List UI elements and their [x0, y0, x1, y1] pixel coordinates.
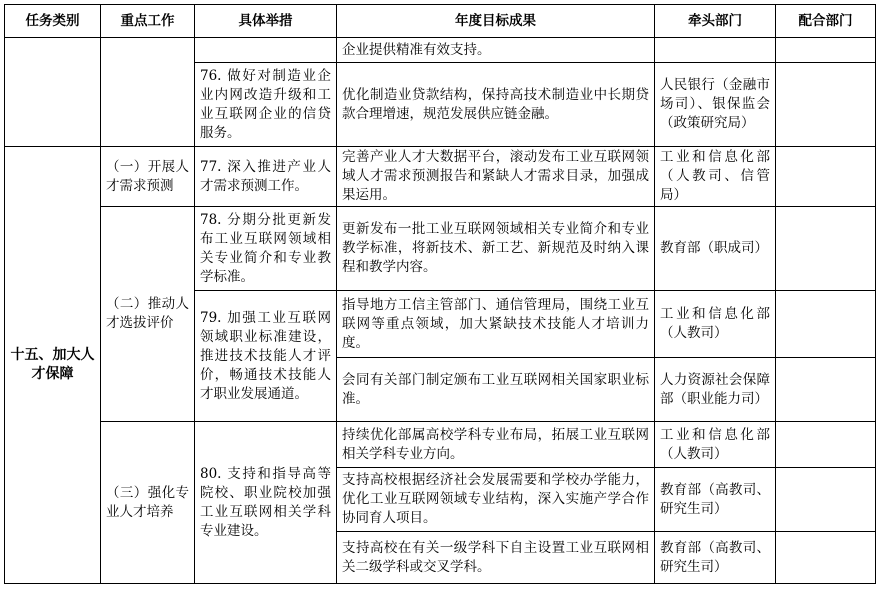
- header-row: [5, 5, 876, 38]
- goal-cell: 持续优化部属高校学科专业布局，拓展工业互联网相关学科专业方向。: [337, 422, 655, 468]
- work-cell: （二）推动人才选拔评价: [101, 207, 195, 422]
- support-dept-cell: [776, 422, 876, 468]
- table-row: [5, 147, 876, 207]
- header-category: 任务类别: [5, 5, 101, 38]
- measure-cell: 78. 分期分批更新发布工业互联网领域相关专业简介和专业教学标准。: [195, 207, 337, 291]
- measure-cell: 80. 支持和指导高等院校、职业院校加强工业互联网相关学科专业建设。: [195, 422, 337, 584]
- goal-cell: 优化制造业贷款结构，保持高技术制造业中长期贷款合理增速，规范发展供应链金融。: [337, 63, 655, 147]
- lead-dept-cell: 人民银行（金融市场司）、银保监会（政策研究局）: [655, 63, 776, 147]
- measure-cell: 79. 加强工业互联网领域职业标准建设，推进技术技能人才评价，畅通技术技能人才职业发展通道。: [195, 291, 337, 422]
- goal-cell: 支持高校根据经济社会发展需要和学校办学能力，优化工业互联网领域专业结构，深入实施产学合作协同育人项目。: [337, 468, 655, 532]
- measure-cell: 76. 做好对制造业企业内网改造升级和工业互联网企业的信贷服务。: [195, 63, 337, 147]
- measure-cell: 77. 深入推进产业人才需求预测工作。: [195, 147, 337, 207]
- plan-table: [4, 4, 876, 584]
- goal-cell: 指导地方工信主管部门、通信管理局，围绕工业互联网等重点领域，加大紧缺技术技能人才培训力度。: [337, 291, 655, 358]
- support-dept-cell: [776, 207, 876, 291]
- header-lead-dept: 牵头部门: [655, 5, 776, 38]
- support-dept-cell: [776, 63, 876, 147]
- goal-cell: 完善产业人才大数据平台，滚动发布工业互联网领域人才需求预测报告和紧缺人才需求目录，加强成果运用。: [337, 147, 655, 207]
- support-dept-cell: [776, 291, 876, 358]
- support-dept-cell: [776, 38, 876, 63]
- goal-cell: 企业提供精准有效支持。: [337, 38, 655, 63]
- support-dept-cell: [776, 147, 876, 207]
- lead-dept-cell: 工业和信息化部（人教司、信管局）: [655, 147, 776, 207]
- lead-dept-cell: 教育部（高教司、研究生司）: [655, 532, 776, 584]
- category-cell: 十五、加大人才保障: [5, 147, 101, 584]
- measure-cell: [195, 38, 337, 63]
- table-row: [5, 422, 876, 468]
- table-row: [5, 207, 876, 291]
- work-cell: （三）强化专业人才培养: [101, 422, 195, 584]
- lead-dept-cell: 人力资源社会保障部（职业能力司）: [655, 358, 776, 422]
- goal-cell: 支持高校在有关一级学科下自主设置工业互联网相关二级学科或交叉学科。: [337, 532, 655, 584]
- goal-cell: 更新发布一批工业互联网领域相关专业简介和专业教学标准，将新技术、新工艺、新规范及时纳入课程和教学内容。: [337, 207, 655, 291]
- header-key-work: 重点工作: [101, 5, 195, 38]
- header-support-dept: 配合部门: [776, 5, 876, 38]
- support-dept-cell: [776, 358, 876, 422]
- lead-dept-cell: 教育部（高教司、研究生司）: [655, 468, 776, 532]
- lead-dept-cell: 工业和信息化部（人教司）: [655, 291, 776, 358]
- work-cell-empty: [101, 38, 195, 147]
- goal-cell: 会同有关部门制定颁布工业互联网相关国家职业标准。: [337, 358, 655, 422]
- header-annual-goal: 年度目标成果: [337, 5, 655, 38]
- support-dept-cell: [776, 468, 876, 532]
- table-row: [5, 38, 876, 63]
- work-cell: （一）开展人才需求预测: [101, 147, 195, 207]
- lead-dept-cell: 教育部（职成司）: [655, 207, 776, 291]
- category-cell-empty: [5, 38, 101, 147]
- support-dept-cell: [776, 532, 876, 584]
- lead-dept-cell: 工业和信息化部（人教司）: [655, 422, 776, 468]
- lead-dept-cell: [655, 38, 776, 63]
- header-measure: 具体举措: [195, 5, 337, 38]
